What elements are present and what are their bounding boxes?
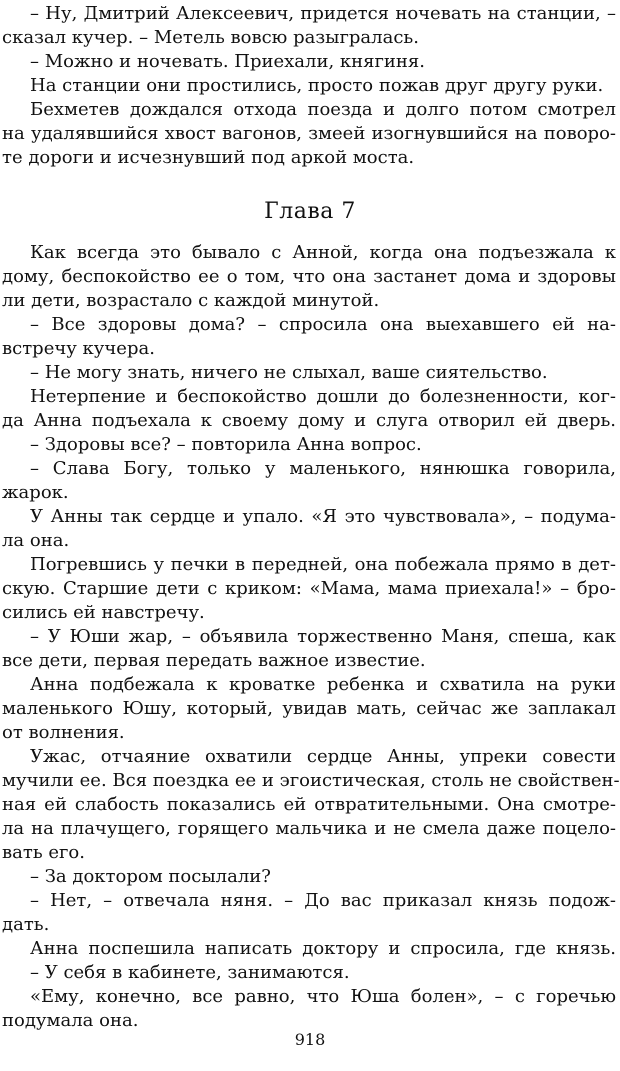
- text-line: Анна поспешила написать доктору и спросила, где князь.: [30, 938, 616, 959]
- text-line: – За доктором посылали?: [30, 866, 271, 887]
- text-line: Нетерпение и беспокойство дошли до болезненности, ког-: [30, 386, 616, 407]
- text-line: Ужас, отчаяние охватили сердце Анны, упреки совести: [30, 746, 616, 767]
- text-line: У Анны так сердце и упало. «Я это чувствовала», – подума-: [30, 506, 616, 527]
- text-line: Как всегда это бывало с Анной, когда она подъезжала к: [30, 242, 616, 263]
- page-number: 918: [294, 1030, 326, 1049]
- text-line: скую. Старшие дети с криком: «Мама, мама приехала!» – бро-: [2, 578, 616, 599]
- text-line: Анна подбежала к кроватке ребенка и схватила на руки: [30, 674, 616, 695]
- text-line: – Ну, Дмитрий Алексеевич, придется ночевать на станции, –: [30, 3, 616, 24]
- text-line: на удалявшийся хвост вагонов, змеей изогнувшийся на поворо-: [2, 123, 616, 144]
- text-line: жарок.: [2, 482, 69, 503]
- text-line: – Слава Богу, только у маленького, нянюшка говорила,: [30, 458, 616, 479]
- text-line: маленького Юшу, который, увидав мать, сейчас же заплакал: [2, 698, 616, 719]
- text-line: ла на плачущего, горящего мальчика и не смела даже поцело-: [2, 818, 616, 839]
- text-line: сказал кучер. – Метель вовсю разыгралась.: [2, 27, 419, 48]
- text-line: – Не могу знать, ничего не слыхал, ваше сиятельство.: [30, 362, 548, 383]
- text-line: да Анна подъехала к своему дому и слуга отворил ей дверь.: [2, 410, 616, 431]
- text-line: мучили ее. Вся поездка ее и эгоистическая, столь не свойствен-: [2, 770, 620, 791]
- text-line: дому, беспокойство ее о том, что она застанет дома и здоровы: [2, 266, 616, 287]
- text-line: – Нет, – отвечала няня. – До вас приказал князь подож-: [30, 890, 616, 911]
- text-line: те дороги и исчезнувший под аркой моста.: [2, 147, 415, 168]
- text-line: Погревшись у печки в передней, она побежала прямо в дет-: [30, 554, 616, 575]
- text-line: ная ей слабость показались ей отвратительными. Она смотре-: [2, 794, 616, 815]
- text-line: ла она.: [2, 530, 70, 551]
- text-line: дать.: [2, 914, 50, 935]
- text-line: подумала она.: [2, 1010, 139, 1031]
- text-line: ли дети, возрастало с каждой минутой.: [2, 290, 380, 311]
- text-line: «Ему, конечно, все равно, что Юша болен», – с горечью: [30, 986, 616, 1007]
- chapter-title: Глава 7: [264, 199, 356, 224]
- text-line: – Все здоровы дома? – спросила она выехавшего ей на-: [30, 314, 616, 335]
- text-line: – У себя в кабинете, занимаются.: [30, 962, 350, 983]
- text-line: – Здоровы все? – повторила Анна вопрос.: [30, 434, 422, 455]
- text-line: – У Юши жар, – объявила торжественно Маня, спеша, как: [30, 626, 616, 647]
- text-line: Бехметев дождался отхода поезда и долго потом смотрел: [30, 99, 616, 120]
- text-line: встречу кучера.: [2, 338, 155, 359]
- text-line: все дети, первая передать важное известие.: [2, 650, 426, 671]
- text-line: На станции они простились, просто пожав друг другу руки.: [30, 75, 604, 96]
- text-line: от волнения.: [2, 722, 125, 743]
- text-line: вать его.: [2, 842, 85, 863]
- text-line: – Можно и ночевать. Приехали, княгиня.: [30, 51, 426, 72]
- text-line: сились ей навстречу.: [2, 602, 205, 623]
